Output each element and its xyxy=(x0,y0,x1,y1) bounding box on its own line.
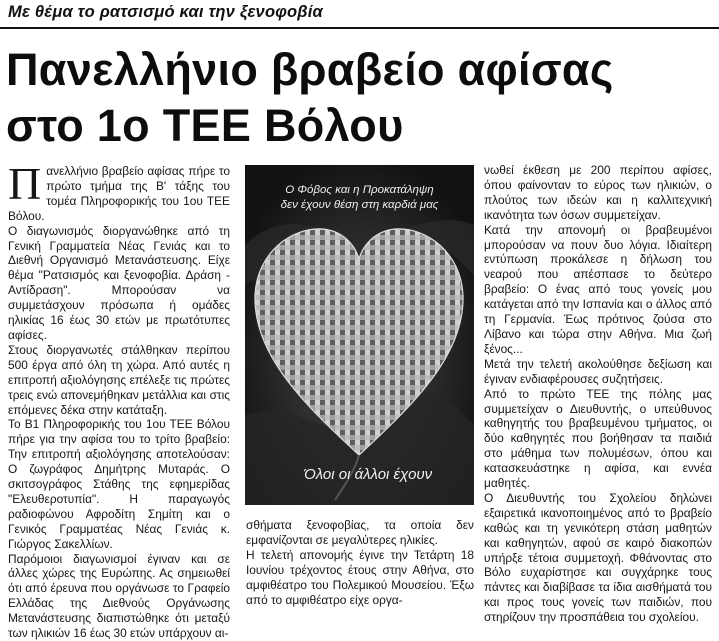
poster-image xyxy=(245,165,474,505)
article-paragraph: Το Β1 Πληροφορικής του 1ου ΤΕΕ Βόλου πήρε για την αφίσα του το τρίτο βραβείο: Την επιτροπή αξιολόγησης αποτελούσαν: Ο ζωγράφος Δημήτρης Μυταράς. Ο σκιτσογράφος Στάθης της εφημερίδας "Ελευθεροτυπία". Η παραγωγός ραδιοφώνου Αφροδίτη Σημίτη και ο Γενικός Γραμματέας Νέας Γενιάς κ. Γιώργος Σακελλίων. xyxy=(8,417,230,551)
article-paragraph: Η τελετή απονομής έγινε την Τετάρτη 18 Ιουνίου τρέχοντος έτους στην Αθήνα, στο αμφιθέατρο του Πολεμικού Μουσείου. Έξω από το αμφιθέατρο είχε οργα- xyxy=(246,547,474,607)
article-paragraph: Ο διαγωνισμός διοργανώθηκε από τη Γενική Γραμματεία Νέας Γενιάς και το Διεθνή Οργανισμό Μετανάστευσης. Είχε θέμα "Ρατσισμός και ξενοφοβία. Δράση - Αντίδραση". Μπορούσαν να συμμετάσχουν πρόσωπα ή ομάδες ηλικίας 16 έως 30 ετών με πρωτότυπες αφίσες. xyxy=(8,223,230,342)
headline xyxy=(6,42,706,154)
article-column-2 xyxy=(246,518,474,607)
article-paragraph: Πανελλήνιο βραβείο αφίσας πήρε το πρώτο τμήμα της Β' τάξης του τομέα Πληροφορικής του 1ου ΤΕΕ Βόλου. xyxy=(8,158,230,223)
dropcap: Π xyxy=(8,158,42,209)
article-column-1 xyxy=(8,158,230,641)
article-paragraph: Στους διοργανωτές στάλθηκαν περίπου 500 έργα από όλη τη χώρα. Από αυτές η επιτροπή αξιολόγησης επέλεξε τις πρώτες τρεις ενώ απονεμήθηκαν μετάλλια και στις επόμενες δέκα στην κατάταξη. xyxy=(8,342,230,417)
article-paragraph: Ο Διευθυντής του Σχολείου δηλώνει εξαιρετικά ικανοποιημένος από το βραβείο καθώς και τη γενικότερη στάση μαθητών και καθηγητών, αφού σε καιρό διακοπών υπήρξε τέτοια συμμετοχή. Φθάνοντας στο Βόλο ευχαρίστησε και συγχάρηκε τους πάντες και διαβίβασε τα ίδια αισθήματά του και προς τους γονείς των παιδιών, που στηρίζουν την προσπάθεια του σχολείου. xyxy=(484,490,712,625)
article-paragraph: Από το πρώτο ΤΕΕ της πόλης μας συμμετείχαν ο Διευθυντής, ο υπεύθυνος καθηγητής του βραβευμένου τμήματος, οι δύο καθηγητές που βοήθησαν τα παιδιά στο μάθημα των πολυμέσων, όπου και κατασκευάστηκε η αφίσα, και εννέα μαθητές. xyxy=(484,386,712,491)
poster-background xyxy=(245,165,474,505)
kicker-rule xyxy=(0,27,719,29)
kicker: Με θέμα το ρατσισμό και την ξενοφοβία xyxy=(8,3,323,21)
headline-line-2: στο 1ο ΤΕΕ Βόλου xyxy=(6,100,404,151)
article-paragraph: Παρόμοιοι διαγωνισμοί έγιναν και σε άλλες χώρες της Ευρώπης. Ας σημειωθεί ότι από έρευνα που οργάνωσε το Γραφείο Ελλάδας της Διεθνούς Οργάνωσης Μετανάστευσης διαπιστώθηκε ότι μεταξύ των ηλικιών 16 έως 30 ετών υπάρχουν αι- xyxy=(8,551,230,641)
article-paragraph: νωθεί έκθεση με 200 περίπου αφίσες, όπου φαίνονταν το εύρος των ηλικιών, ο πλούτος των ιδεών και η καλλιτεχνική ικανότητα των όσων συμμετείχαν. xyxy=(484,163,712,222)
headline-line-1: Πανελλήνιο βραβείο αφίσας xyxy=(6,44,614,95)
poster-bottom-text: Όλοι οι άλλοι έχουν xyxy=(303,466,433,483)
poster-top-text: Ο Φόβος και η Προκατάληψη δεν έχουν θέση στη καρδιά μας xyxy=(280,184,439,211)
article-column-3 xyxy=(484,163,712,625)
article-paragraph: σθήματα ξενοφοβίας, τα οποία δεν εμφανίζονται σε μεγαλύτερες ηλικίες. xyxy=(246,518,474,547)
article-paragraph: Κατά την απονομή οι βραβευμένοι μπορούσαν να πουν δυο λόγια. Ιδιαίτερη εντύπωση προκάλεσε η δήλωση του νεαρού που απέσπασε το δεύτερο βραβείο: Ο ένας από τους γονείς μου κατάγεται από την Ισπανία και ο άλλος από τη Γερμανία. Έως πρότινος ζούσα στο Λίβανο και τώρα στην Αθήνα. Μια ζωή ξένος... xyxy=(484,222,712,356)
article-paragraph: Μετά την τελετή ακολούθησε δεξίωση και έγιναν ενδιαφέρουσες συζητήσεις. xyxy=(484,356,712,386)
